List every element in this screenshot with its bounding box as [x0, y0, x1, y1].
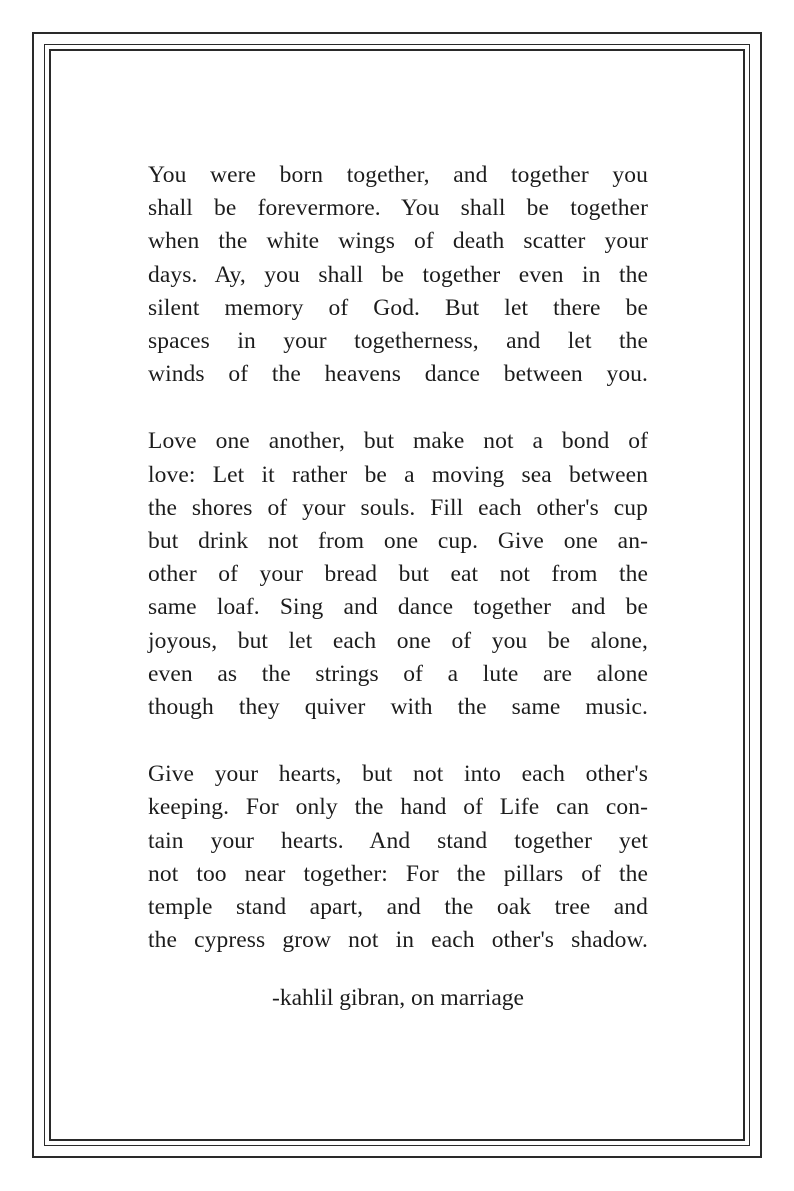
poem-line: even as the strings of a lute are alone: [148, 660, 648, 687]
poem-line: the cypress grow not in each other's shadow.: [148, 927, 648, 954]
poem-line: other of your bread but eat not from the: [148, 561, 648, 588]
poem-line: love: Let it rather be a moving sea between: [148, 461, 648, 488]
poem-line: winds of the heavens dance between you.: [148, 361, 648, 388]
poem-line: same loaf. Sing and dance together and be: [148, 594, 648, 621]
poem-line: not too near together: For the pillars of the: [148, 860, 648, 887]
poem-text: [148, 159, 648, 991]
stanza-1: [148, 159, 648, 391]
stanza-3: [148, 758, 648, 957]
poem-line: temple stand apart, and the oak tree and: [148, 894, 648, 921]
poem-line: shall be forevermore. You shall be together: [148, 195, 648, 222]
poem-line: when the white wings of death scatter your: [148, 228, 648, 255]
poem-line: silent memory of God. But let there be: [148, 294, 648, 321]
poem-line: keeping. For only the hand of Life can con-: [148, 794, 648, 821]
poem-line: days. Ay, you shall be together even in the: [148, 261, 648, 288]
poem-line: You were born together, and together you: [148, 162, 648, 188]
poem-line: but drink not from one cup. Give one an-: [148, 528, 648, 555]
poem-line: the shores of your souls. Fill each other's cup: [148, 494, 648, 521]
poem-line: Love one another, but make not a bond of: [148, 428, 648, 455]
poem-line: spaces in your togetherness, and let the: [148, 328, 648, 355]
poem-line: joyous, but let each one of you be alone,: [148, 627, 648, 654]
poem-line: tain your hearts. And stand together yet: [148, 827, 648, 854]
poem-line: Give your hearts, but not into each other's: [148, 761, 648, 788]
stanza-2: [148, 425, 648, 724]
poem-line: though they quiver with the same music.: [148, 694, 648, 721]
attribution: -kahlil gibran, on marriage: [272, 985, 524, 1011]
